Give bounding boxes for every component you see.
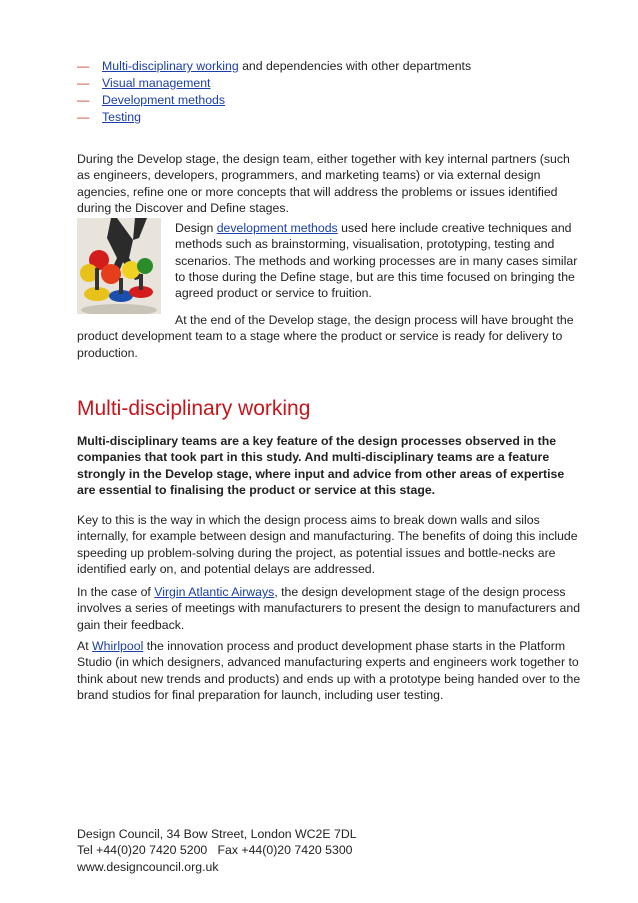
link-development-methods-inline[interactable]: development methods [216,221,338,235]
design-methods-paragraph: Design development methods used here include creative techniques and methods such as brainstorming, visualisation, prototyping, testing and scenarios. The methods and working processes are in many cases similar to those during the Define stage, but are this time focused on bringing the agreed product or service to fruition. [175,221,578,301]
link-visual-management[interactable]: Visual management [102,76,211,90]
whirlpool-paragraph: At Whirlpool the innovation process and product development phase starts in the Platform Studio (in which designers, advanced manufacturing experts and engineers work together to think about new trends and products) and ends up with a prototype being handed over to the brand studios for final preparation for launch, including user testing. [77,639,581,702]
topic-list [77,58,471,126]
footer [77,826,357,875]
link-virgin-atlantic[interactable]: Virgin Atlantic Airways [154,585,275,599]
footer-address: Design Council, 34 Bow Street, London WC2E 7DL [77,827,357,841]
end-of-develop-paragraph: At the end of the Develop stage, the design process will have brought the product development team to a stage where the product or service is ready for delivery to production. [77,313,574,360]
footer-phone: Tel +44(0)20 7420 5200 Fax +44(0)20 7420 5300 [77,843,353,858]
list-item: — Development methods [77,93,226,107]
footer-website: www.designcouncil.org.uk [77,859,219,874]
link-whirlpool[interactable]: Whirlpool [92,639,144,653]
toy-figures-image [77,218,161,314]
link-testing[interactable]: Testing [102,110,141,124]
list-item: — Visual management [77,76,211,90]
virgin-paragraph: In the case of Virgin Atlantic Airways, the design development stage of the design process involves a series of meetings with manufacturers to present the design to manufacturers and gain their feedback. [77,585,581,632]
list-item: — Multi-disciplinary working and dependencies with other departments [77,59,472,73]
lead-paragraph: Multi-disciplinary teams are a key feature of the design processes observed in the companies that took part in this study. And multi-disciplinary teams are a feature strongly in the Develop stage, where input and advice from other areas of expertise are essential to finalising the product or service at this stage. [77,434,565,497]
intro-paragraph: During the Develop stage, the design team, either together with key internal partners (such as engineers, developers, programmers, and marketing teams) or via external design agencies, refine one or more concepts that will address the problems or issues identified during the Discover and Define stages. [77,152,570,215]
key-paragraph: Key to this is the way in which the design process aims to break down walls and silos internally, for example between design and manufacturing. The benefits of doing this include speeding up problem-solving during the project, as potential issues and bottle-necks are identified early on, and potential delays are addressed. [77,513,578,576]
list-item: — Testing [77,110,141,124]
link-multi-disciplinary-working[interactable]: Multi-disciplinary working [102,59,239,73]
link-development-methods[interactable]: Development methods [102,93,226,107]
section-heading: Multi-disciplinary working [77,397,311,420]
